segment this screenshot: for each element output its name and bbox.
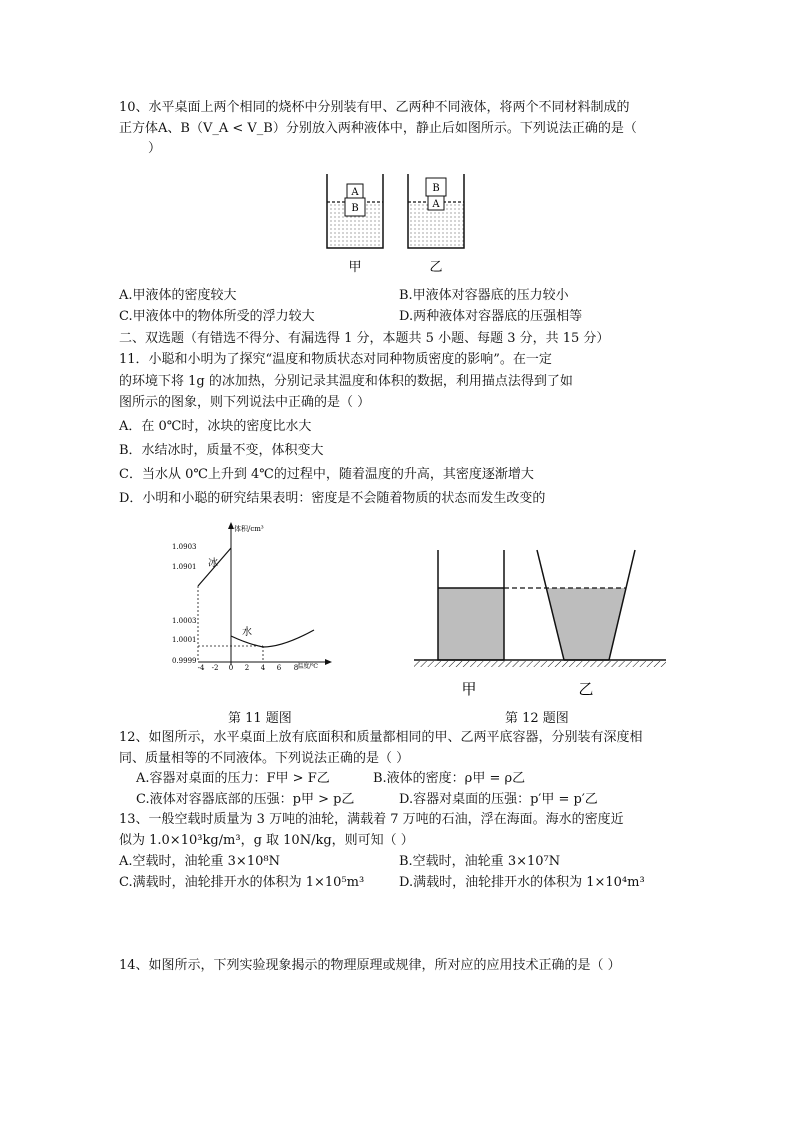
q10-option-b[interactable]: B.甲液体对容器底的压力较小	[399, 288, 569, 303]
q12-label-jia: 甲	[461, 680, 477, 698]
q10-block-a-right: A	[432, 199, 440, 210]
q12-line1: 12、如图所示，水平桌面上放有底面积和质量都相同的甲、乙两平底容器，分别装有深度相	[119, 730, 643, 745]
q10-block-a-left: A	[351, 187, 359, 198]
q13-line2: 似为 1.0×10³kg/m³，g 取 10N/kg，则可知（ ）	[119, 833, 414, 848]
q13-option-b[interactable]: B.空载时，油轮重 3×10⁷N	[399, 854, 561, 869]
q10-option-a[interactable]: A.甲液体的密度较大	[119, 288, 237, 303]
section2-heading: 二、双选题（有错选不得分、有漏选得 1 分，本题共 5 小题、每题 3 分，共 15 分）	[119, 331, 610, 346]
graph-xtick-1: -4	[197, 664, 205, 672]
graph-ylabel: 体积/cm³	[234, 525, 264, 533]
q12-figure	[412, 548, 668, 702]
q10-line1: 10、水平桌面上两个相同的烧杯中分别装有甲、乙两种不同液体，将两个不同材料制成的	[119, 100, 630, 115]
q13-option-a[interactable]: A.空载时，油轮重 3×10⁸N	[119, 854, 280, 869]
q12-line2: 同、质量相等的不同液体。下列说法正确的是（ ）	[119, 751, 410, 766]
q12-option-d[interactable]: D.容器对桌面的压强：p′甲 = p′乙	[399, 792, 598, 807]
q12-label-yi: 乙	[578, 680, 594, 698]
q11-line2: 的环境下将 1g 的冰加热，分别记录其温度和体积的数据，利用描点法得到了如	[119, 374, 573, 389]
graph-xtick-4: 2	[244, 664, 250, 672]
caption-fig11: 第 11 题图	[228, 711, 292, 726]
q12-option-b[interactable]: B.液体的密度：ρ甲 = ρ乙	[373, 771, 526, 786]
q12-option-a[interactable]: A.容器对桌面的压力：F甲 > F乙	[136, 771, 330, 786]
graph-ytick-2: 1.0901	[172, 563, 197, 571]
graph-xlabel: 温度/℃	[297, 663, 318, 670]
q10-block-b-left: B	[351, 203, 359, 214]
q14-line1: 14、如图所示，下列实验现象揭示的物理原理或规律，所对应的应用技术正确的是（ ）	[119, 958, 621, 973]
q12-option-c[interactable]: C.液体对容器底部的压强：p甲 > p乙	[136, 792, 355, 807]
q13-option-c[interactable]: C.满载时，油轮排开水的体积为 1×10⁵m³	[119, 875, 365, 890]
q10-line2: 正方体A、B（V_A < V_B）分别放入两种液体中，静止后如图所示。下列说法正确的是（	[119, 121, 637, 136]
q10-option-c[interactable]: C.甲液体中的物体所受的浮力较大	[119, 309, 315, 324]
q11-option-c[interactable]: C．当水从 0℃上升到 4℃的过程中，随着温度的升高，其密度逐渐增大	[119, 467, 534, 482]
graph-xtick-5: 4	[260, 664, 266, 672]
q11-option-b[interactable]: B．水结冰时，质量不变，体积变大	[119, 443, 324, 458]
q11-line1: 11．小聪和小明为了探究“温度和物质状态对同种物质密度的影响”。在一定	[119, 352, 552, 367]
graph-ytick-3: 1.0003	[172, 617, 197, 625]
graph-water-label: 水	[242, 627, 252, 638]
q11-line3: 图所示的图象，则下列说法中正确的是（ ）	[119, 395, 371, 410]
graph-xtick-6: 6	[276, 664, 282, 672]
graph-ice-label: 冰	[208, 558, 218, 569]
q11-graph	[168, 520, 338, 679]
graph-xtick-7: 8	[293, 664, 299, 672]
graph-xtick-3: 0	[228, 664, 234, 672]
q11-option-d[interactable]: D．小明和小聪的研究结果表明：密度是不会随着物质的状态而发生改变的	[119, 491, 546, 506]
q10-line3: ）	[148, 141, 162, 156]
graph-xtick-2: -2	[211, 664, 219, 672]
q10-figure	[318, 168, 478, 292]
q10-label-jia: 甲	[348, 260, 362, 275]
graph-ytick-5: 0.9999	[172, 657, 197, 665]
q10-block-b-right: B	[432, 183, 440, 194]
caption-fig12: 第 12 题图	[505, 711, 569, 726]
q10-option-d[interactable]: D.两种液体对容器底的压强相等	[399, 309, 583, 324]
q13-option-d[interactable]: D.满载时，油轮排开水的体积为 1×10⁴m³	[399, 875, 645, 890]
q13-line1: 13、一般空载时质量为 3 万吨的油轮，满载着 7 万吨的石油，浮在海面。海水的密度近	[119, 812, 624, 827]
q10-label-yi: 乙	[429, 260, 443, 275]
graph-ytick-1: 1.0903	[172, 543, 197, 551]
q11-option-a[interactable]: A．在 0℃时，冰块的密度比水大	[119, 419, 312, 434]
graph-ytick-4: 1.0001	[172, 636, 197, 644]
